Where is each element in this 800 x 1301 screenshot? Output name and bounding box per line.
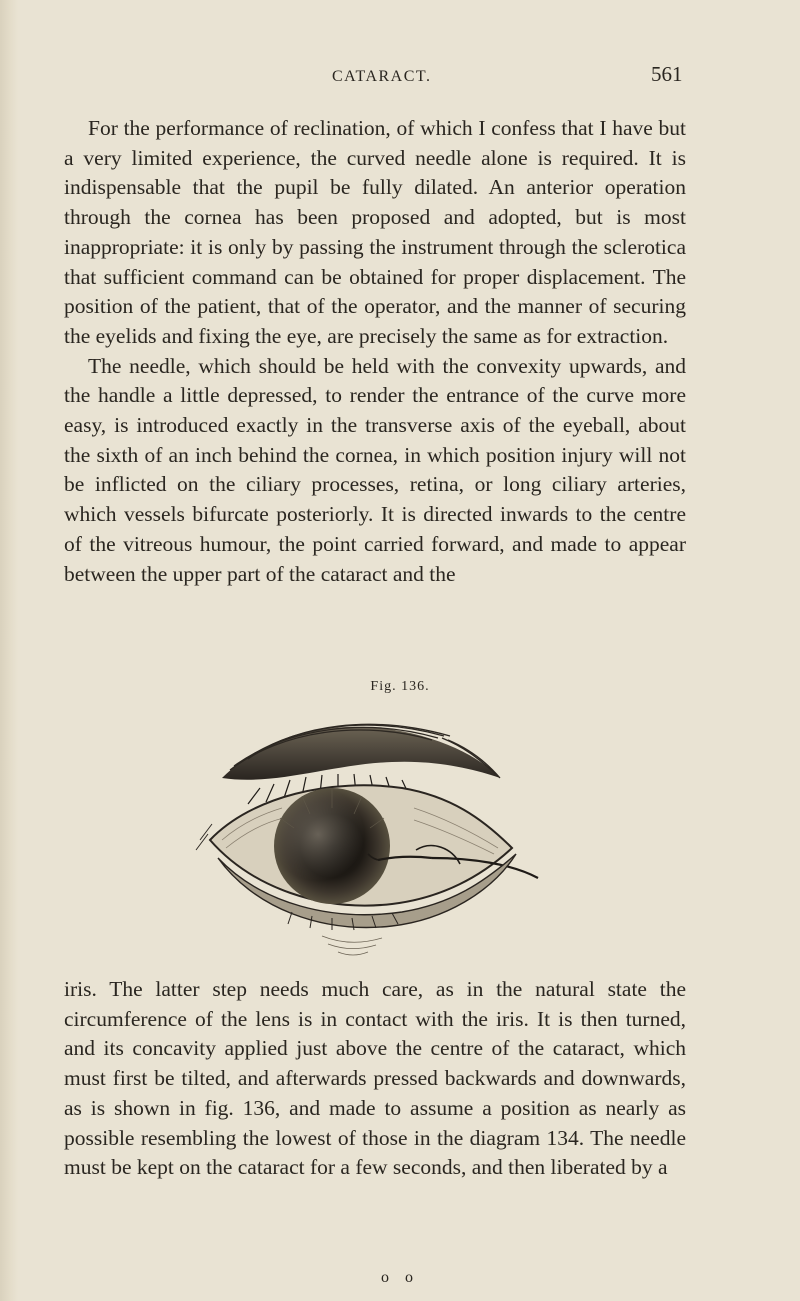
text-block-bottom bbox=[64, 975, 686, 1183]
text-block-top bbox=[64, 114, 686, 589]
paragraph-3: iris. The latter step needs much care, as in the natural state the circumference of the lens is in contact with the iris. It is then turned, and its concavity applied just above the centre of the cataract, which must first be tilted, and afterwards pressed backwards and downwards, as is shown in fig. 136, and made to assume a position as nearly as possible resembling the lowest of those in the diagram 134. The needle must be kept on the cataract for a few seconds, and then liberated by a bbox=[64, 977, 686, 1180]
eye-illustration bbox=[182, 708, 562, 960]
eye-engraving-icon bbox=[182, 708, 562, 960]
page-edge bbox=[0, 0, 18, 1301]
signature-mark: o o bbox=[381, 1269, 419, 1286]
paragraph-1: For the performance of reclination, of which I confess that I have but a very limited experience, the curved needle alone is required. It is indispensable that the pupil be fully dilated. An anterior operation through the cornea has been proposed and adopted, but is most inappropriate: it is only by passing the instrument through the sclerotica that sufficient command can be obtained for proper displacement. The position of the patient, that of the operator, and the manner of securing the eyelids and fixing the eye, are precisely the same as for extraction. bbox=[64, 116, 686, 348]
running-head: CATARACT. bbox=[332, 68, 432, 85]
paragraph-2: The needle, which should be held with the convexity upwards, and the handle a little depressed, to render the entrance of the curve more easy, is introduced exactly in the transverse axis of the eyeball, about the sixth of an inch behind the cornea, in which position injury will not be inflicted on the ciliary processes, retina, or long ciliary arteries, which vessels bifurcate posteriorly. It is directed inwards to the centre of the vitreous humour, the point carried forward, and made to appear between the upper part of the cataract and the bbox=[64, 353, 686, 586]
figure-caption: Fig. 136. bbox=[370, 679, 430, 694]
page-header bbox=[0, 58, 800, 98]
page-number: 561 bbox=[651, 62, 683, 86]
